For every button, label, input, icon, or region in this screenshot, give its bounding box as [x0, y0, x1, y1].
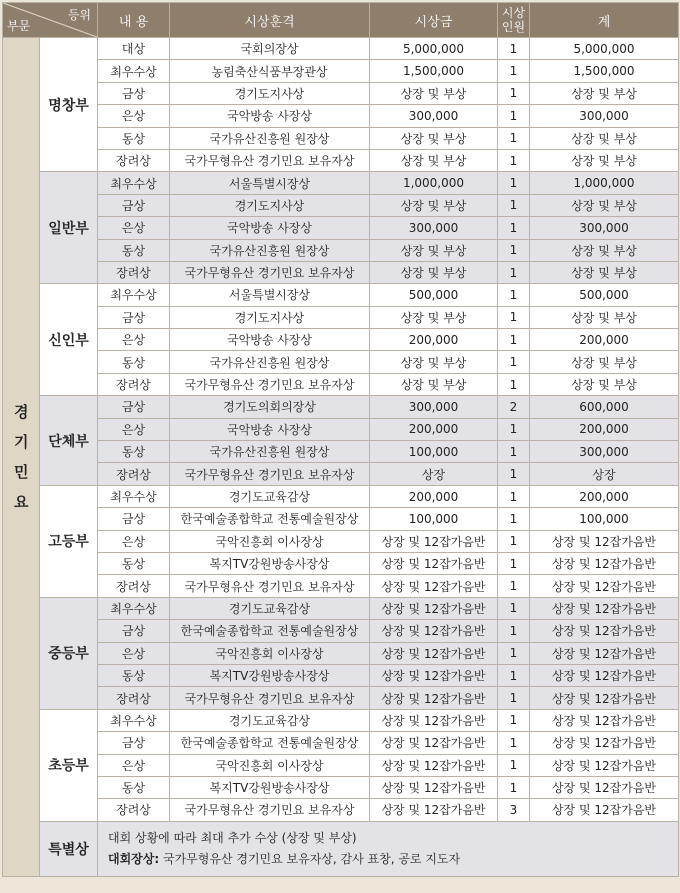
cell-content: 금상 [98, 306, 170, 328]
cell-prize: 1,500,000 [370, 60, 498, 82]
cell-prize: 200,000 [370, 485, 498, 507]
cell-prize: 상장 및 12잡가음반 [370, 597, 498, 619]
cell-total: 300,000 [530, 217, 679, 239]
cell-content: 은상 [98, 642, 170, 664]
special-line-1: 대회 상황에 따라 최대 추가 수상 (상장 및 부상) [108, 830, 357, 845]
cell-total: 200,000 [530, 329, 679, 351]
cell-content: 금상 [98, 396, 170, 418]
cell-count: 1 [498, 620, 530, 642]
header-division: 부문 [7, 19, 31, 33]
cell-count: 1 [498, 732, 530, 754]
cell-count: 1 [498, 441, 530, 463]
cell-content: 금상 [98, 620, 170, 642]
special-row [3, 821, 679, 876]
cell-total: 상장 및 부상 [530, 149, 679, 171]
cell-prize: 상장 및 부상 [370, 261, 498, 283]
cell-prize: 상장 및 12잡가음반 [370, 530, 498, 552]
header-prize: 시상금 [370, 3, 498, 38]
cell-award: 경기도교육감상 [170, 597, 370, 619]
cell-total: 상장 및 12잡가음반 [530, 664, 679, 686]
cell-content: 장려상 [98, 149, 170, 171]
cell-award: 경기도교육감상 [170, 709, 370, 731]
cell-total: 100,000 [530, 508, 679, 530]
division-cell: 일반부 [40, 172, 98, 284]
cell-count: 1 [498, 38, 530, 60]
cell-total: 상장 및 12잡가음반 [530, 620, 679, 642]
cell-content: 동상 [98, 441, 170, 463]
cell-content: 동상 [98, 776, 170, 798]
cell-prize: 상장 [370, 463, 498, 485]
cell-prize: 상장 및 12잡가음반 [370, 664, 498, 686]
cell-count: 1 [498, 597, 530, 619]
table-row [3, 396, 679, 418]
cell-total: 상장 및 12잡가음반 [530, 799, 679, 821]
table-row [3, 799, 679, 821]
table-row [3, 620, 679, 642]
table-row [3, 664, 679, 686]
cell-award: 국가무형유산 경기민요 보유자상 [170, 149, 370, 171]
table-row [3, 597, 679, 619]
cell-prize: 500,000 [370, 284, 498, 306]
special-label: 특별상 [40, 821, 98, 876]
cell-content: 대상 [98, 38, 170, 60]
cell-prize: 상장 및 12잡가음반 [370, 552, 498, 574]
cell-content: 장려상 [98, 799, 170, 821]
cell-prize: 상장 및 부상 [370, 239, 498, 261]
cell-award: 경기도지사상 [170, 194, 370, 216]
cell-content: 장려상 [98, 261, 170, 283]
cell-total: 상장 및 부상 [530, 373, 679, 395]
cell-total: 상장 및 12잡가음반 [530, 732, 679, 754]
cell-total: 상장 및 12잡가음반 [530, 642, 679, 664]
table-row [3, 530, 679, 552]
cell-total: 300,000 [530, 441, 679, 463]
cell-prize: 상장 및 부상 [370, 194, 498, 216]
table-row [3, 687, 679, 709]
cell-count: 1 [498, 329, 530, 351]
cell-prize: 300,000 [370, 396, 498, 418]
cell-award: 국악방송 사장상 [170, 217, 370, 239]
cell-count: 1 [498, 261, 530, 283]
cell-award: 서울특별시장상 [170, 284, 370, 306]
cell-total: 상장 및 12잡가음반 [530, 597, 679, 619]
cell-award: 국악진흥회 이사장상 [170, 642, 370, 664]
table-row [3, 60, 679, 82]
cell-award: 한국예술종합학교 전통예술원장상 [170, 732, 370, 754]
cell-content: 최우수상 [98, 485, 170, 507]
cell-count: 1 [498, 463, 530, 485]
cell-prize: 100,000 [370, 508, 498, 530]
header-division-grade [3, 3, 98, 38]
award-table-body [3, 38, 679, 877]
cell-prize: 상장 및 12잡가음반 [370, 575, 498, 597]
header-grade: 등위 [67, 8, 91, 22]
cell-prize: 300,000 [370, 105, 498, 127]
cell-count: 1 [498, 575, 530, 597]
cell-count: 1 [498, 217, 530, 239]
award-table [2, 2, 679, 877]
cell-count: 1 [498, 754, 530, 776]
cell-count: 1 [498, 239, 530, 261]
cell-content: 동상 [98, 127, 170, 149]
header-count: 시상 인원 [498, 3, 530, 38]
special-line-2-label: 대회장상: [108, 851, 160, 866]
cell-content: 금상 [98, 508, 170, 530]
cell-award: 국악진흥회 이사장상 [170, 754, 370, 776]
cell-count: 1 [498, 373, 530, 395]
cell-total: 상장 및 12잡가음반 [530, 754, 679, 776]
cell-award: 국가유산진흥원 원장상 [170, 127, 370, 149]
cell-count: 1 [498, 776, 530, 798]
cell-content: 은상 [98, 329, 170, 351]
cell-content: 최우수상 [98, 709, 170, 731]
table-row [3, 351, 679, 373]
cell-count: 1 [498, 351, 530, 373]
cell-content: 금상 [98, 194, 170, 216]
cell-total: 상장 및 12잡가음반 [530, 709, 679, 731]
table-row [3, 172, 679, 194]
table-row [3, 552, 679, 574]
cell-prize: 상장 및 12잡가음반 [370, 776, 498, 798]
table-row [3, 82, 679, 104]
cell-total: 상장 및 부상 [530, 127, 679, 149]
cell-count: 1 [498, 418, 530, 440]
table-row [3, 485, 679, 507]
cell-total: 상장 및 부상 [530, 261, 679, 283]
cell-prize: 1,000,000 [370, 172, 498, 194]
cell-award: 국가무형유산 경기민요 보유자상 [170, 575, 370, 597]
cell-award: 경기도지사상 [170, 306, 370, 328]
cell-content: 동상 [98, 664, 170, 686]
cell-count: 1 [498, 172, 530, 194]
cell-content: 금상 [98, 732, 170, 754]
header-content: 내 용 [98, 3, 170, 38]
division-cell: 신인부 [40, 284, 98, 396]
cell-content: 장려상 [98, 463, 170, 485]
table-row [3, 754, 679, 776]
header-total: 계 [530, 3, 679, 38]
table-row [3, 149, 679, 171]
table-row [3, 239, 679, 261]
cell-prize: 상장 및 부상 [370, 149, 498, 171]
cell-content: 은상 [98, 754, 170, 776]
cell-total: 200,000 [530, 485, 679, 507]
cell-content: 동상 [98, 351, 170, 373]
table-row [3, 732, 679, 754]
cell-award: 국악방송 사장상 [170, 418, 370, 440]
table-row [3, 463, 679, 485]
cell-total: 200,000 [530, 418, 679, 440]
cell-prize: 200,000 [370, 329, 498, 351]
cell-award: 서울특별시장상 [170, 172, 370, 194]
cell-count: 1 [498, 508, 530, 530]
cell-count: 1 [498, 127, 530, 149]
table-row [3, 127, 679, 149]
table-row [3, 709, 679, 731]
cell-award: 복지TV강원방송사장상 [170, 664, 370, 686]
cell-award: 농림축산식품부장관상 [170, 60, 370, 82]
cell-count: 2 [498, 396, 530, 418]
table-row [3, 329, 679, 351]
cell-award: 국가무형유산 경기민요 보유자상 [170, 261, 370, 283]
cell-award: 한국예술종합학교 전통예술원장상 [170, 508, 370, 530]
cell-prize: 상장 및 부상 [370, 306, 498, 328]
division-cell: 초등부 [40, 709, 98, 821]
table-row [3, 776, 679, 798]
cell-content: 은상 [98, 105, 170, 127]
cell-total: 상장 및 부상 [530, 306, 679, 328]
cell-prize: 상장 및 12잡가음반 [370, 732, 498, 754]
cell-total: 600,000 [530, 396, 679, 418]
cell-total: 500,000 [530, 284, 679, 306]
cell-award: 복지TV강원방송사장상 [170, 776, 370, 798]
cell-count: 1 [498, 306, 530, 328]
table-row [3, 306, 679, 328]
cell-count: 1 [498, 664, 530, 686]
cell-prize: 200,000 [370, 418, 498, 440]
header-award: 시상훈격 [170, 3, 370, 38]
cell-count: 1 [498, 485, 530, 507]
cell-total: 상장 및 12잡가음반 [530, 552, 679, 574]
cell-count: 1 [498, 284, 530, 306]
cell-award: 국악방송 사장상 [170, 329, 370, 351]
cell-prize: 상장 및 12잡가음반 [370, 642, 498, 664]
cell-total: 상장 및 부상 [530, 194, 679, 216]
cell-count: 1 [498, 149, 530, 171]
table-row [3, 217, 679, 239]
cell-total: 상장 [530, 463, 679, 485]
cell-content: 동상 [98, 239, 170, 261]
cell-content: 은상 [98, 530, 170, 552]
table-row [3, 105, 679, 127]
cell-total: 상장 및 부상 [530, 82, 679, 104]
cell-count: 1 [498, 82, 530, 104]
cell-content: 은상 [98, 217, 170, 239]
cell-prize: 상장 및 12잡가음반 [370, 754, 498, 776]
cell-count: 1 [498, 642, 530, 664]
cell-award: 국가무형유산 경기민요 보유자상 [170, 799, 370, 821]
cell-prize: 100,000 [370, 441, 498, 463]
cell-prize: 상장 및 부상 [370, 82, 498, 104]
cell-prize: 5,000,000 [370, 38, 498, 60]
cell-content: 금상 [98, 82, 170, 104]
cell-award: 국가무형유산 경기민요 보유자상 [170, 687, 370, 709]
cell-prize: 상장 및 12잡가음반 [370, 620, 498, 642]
cell-content: 장려상 [98, 575, 170, 597]
cell-award: 국가무형유산 경기민요 보유자상 [170, 373, 370, 395]
cell-total: 상장 및 12잡가음반 [530, 687, 679, 709]
cell-award: 경기도교육감상 [170, 485, 370, 507]
cell-prize: 300,000 [370, 217, 498, 239]
cell-total: 상장 및 12잡가음반 [530, 530, 679, 552]
cell-content: 최우수상 [98, 60, 170, 82]
special-line-2-text: 국가무형유산 경기민요 보유자상, 감사 표창, 공로 지도자 [159, 851, 461, 866]
division-cell: 중등부 [40, 597, 98, 709]
cell-count: 1 [498, 194, 530, 216]
division-cell: 단체부 [40, 396, 98, 486]
cell-prize: 상장 및 부상 [370, 373, 498, 395]
header-row [3, 3, 679, 38]
cell-prize: 상장 및 12잡가음반 [370, 799, 498, 821]
cell-count: 1 [498, 552, 530, 574]
cell-count: 1 [498, 60, 530, 82]
category-cell [3, 38, 40, 877]
category-label: 경기민요 [14, 402, 29, 511]
cell-content: 최우수상 [98, 597, 170, 619]
cell-content: 동상 [98, 552, 170, 574]
table-row [3, 284, 679, 306]
table-row [3, 38, 679, 60]
cell-prize: 상장 및 부상 [370, 127, 498, 149]
cell-content: 최우수상 [98, 172, 170, 194]
table-row [3, 261, 679, 283]
cell-count: 1 [498, 709, 530, 731]
table-row [3, 441, 679, 463]
cell-total: 상장 및 12잡가음반 [530, 776, 679, 798]
cell-award: 국가무형유산 경기민요 보유자상 [170, 463, 370, 485]
cell-content: 장려상 [98, 373, 170, 395]
cell-content: 장려상 [98, 687, 170, 709]
cell-count: 1 [498, 105, 530, 127]
cell-award: 국가유산진흥원 원장상 [170, 441, 370, 463]
cell-count: 3 [498, 799, 530, 821]
division-cell: 명창부 [40, 38, 98, 172]
cell-award: 복지TV강원방송사장상 [170, 552, 370, 574]
cell-total: 상장 및 부상 [530, 351, 679, 373]
cell-total: 5,000,000 [530, 38, 679, 60]
cell-content: 은상 [98, 418, 170, 440]
cell-total: 1,500,000 [530, 60, 679, 82]
cell-prize: 상장 및 부상 [370, 351, 498, 373]
division-cell: 고등부 [40, 485, 98, 597]
cell-prize: 상장 및 12잡가음반 [370, 709, 498, 731]
cell-award: 국악방송 사장상 [170, 105, 370, 127]
special-description [98, 821, 679, 876]
cell-award: 국가유산진흥원 원장상 [170, 351, 370, 373]
table-row [3, 373, 679, 395]
cell-total: 1,000,000 [530, 172, 679, 194]
table-row [3, 508, 679, 530]
cell-content: 최우수상 [98, 284, 170, 306]
cell-award: 경기도지사상 [170, 82, 370, 104]
cell-count: 1 [498, 530, 530, 552]
cell-total: 300,000 [530, 105, 679, 127]
table-row [3, 642, 679, 664]
special-line-2 [108, 849, 678, 870]
cell-award: 경기도의회의장상 [170, 396, 370, 418]
cell-award: 국악진흥회 이사장상 [170, 530, 370, 552]
table-row [3, 418, 679, 440]
cell-total: 상장 및 12잡가음반 [530, 575, 679, 597]
cell-total: 상장 및 부상 [530, 239, 679, 261]
cell-count: 1 [498, 687, 530, 709]
cell-prize: 상장 및 12잡가음반 [370, 687, 498, 709]
table-row [3, 575, 679, 597]
cell-award: 한국예술종합학교 전통예술원장상 [170, 620, 370, 642]
cell-award: 국회의장상 [170, 38, 370, 60]
cell-award: 국가유산진흥원 원장상 [170, 239, 370, 261]
table-row [3, 194, 679, 216]
